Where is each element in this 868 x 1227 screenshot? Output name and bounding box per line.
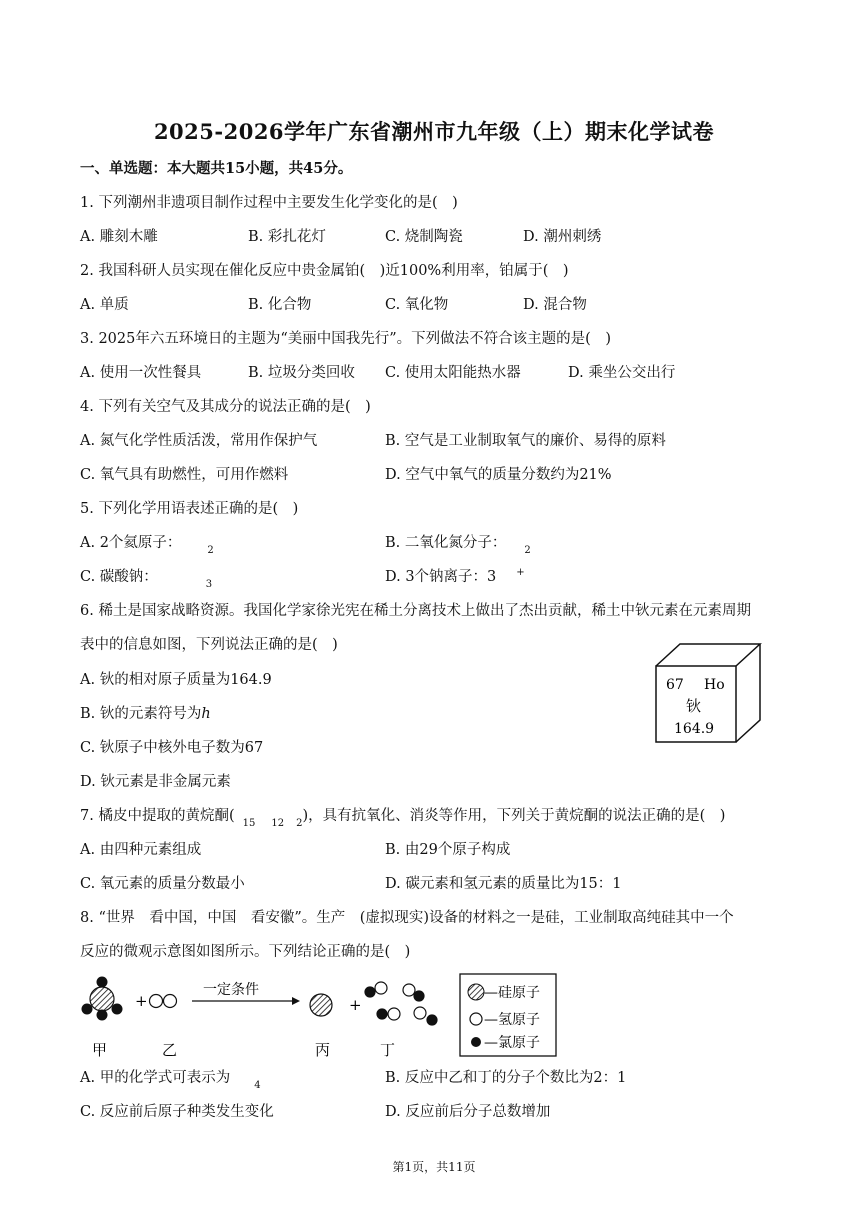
q1-option-b[interactable]: B. 彩扎花灯 bbox=[248, 229, 326, 245]
chlorine-atom bbox=[427, 1015, 437, 1025]
cube-element-symbol: Ho bbox=[704, 677, 725, 693]
q8-option-a-subscript: 4 bbox=[254, 1080, 261, 1091]
hydrogen-atom bbox=[164, 995, 177, 1008]
q8-option-b[interactable]: B. 反应中乙和丁的分子个数比为2：1 bbox=[385, 1070, 627, 1086]
reaction-condition: 一定条件 bbox=[203, 982, 259, 998]
q5-option-d-text: D. 3个钠离子：3 bbox=[385, 569, 497, 585]
q3-stem: 3. 2025年六五环境日的主题为“美丽中国我先行”。下列做法不符合该主题的是( ) bbox=[80, 331, 611, 347]
q4-option-d[interactable]: D. 空气中氧气的质量分数约为21% bbox=[385, 467, 612, 483]
hydrogen-atom bbox=[388, 1008, 400, 1020]
q7-option-a[interactable]: A. 由四种元素组成 bbox=[80, 842, 202, 858]
exam-title: 2025-2026学年广东省潮州市九年级（上）期末化学试卷 bbox=[153, 119, 715, 144]
cube-element-name: 钬 bbox=[686, 697, 702, 715]
hydrogen-atom bbox=[150, 995, 163, 1008]
q2-option-a[interactable]: A. 单质 bbox=[80, 297, 129, 313]
q6-option-a[interactable]: A. 钬的相对原子质量为164.9 bbox=[80, 672, 272, 688]
plus-sign: + bbox=[349, 996, 362, 1014]
cube-atomic-mass: 164.9 bbox=[674, 721, 715, 737]
q6-option-b-symbol: h bbox=[201, 706, 211, 722]
q7-subscript-h: 12 bbox=[271, 818, 285, 829]
q4-option-c[interactable]: C. 氧气具有助燃性，可用作燃料 bbox=[80, 467, 289, 483]
chlorine-atom bbox=[112, 1004, 123, 1015]
q2-stem: 2. 我国科研人员实现在催化反应中贵金属铂( )近100%利用率，铂属于( ) bbox=[80, 263, 569, 279]
q1-option-a[interactable]: A. 雕刻木雕 bbox=[80, 229, 158, 245]
q5-option-a-text: A. 2个氦原子： bbox=[80, 535, 182, 551]
page-footer: 第1页，共11页 bbox=[392, 1160, 476, 1174]
reactant-yi-molecule bbox=[150, 995, 177, 1008]
q6-stem-line2: 表中的信息如图，下列说法正确的是( ) bbox=[80, 637, 338, 653]
legend-chlorine: —氯原子 bbox=[484, 1035, 540, 1051]
q6-option-b-text: B. 钬的元素符号为 bbox=[80, 706, 202, 722]
q8-option-d[interactable]: D. 反应前后分子总数增加 bbox=[385, 1104, 551, 1120]
q1-option-c[interactable]: C. 烧制陶瓷 bbox=[385, 229, 463, 245]
q5-option-b-subscript: 2 bbox=[524, 545, 531, 556]
q8-stem-line2: 反应的微观示意图如图所示。下列结论正确的是( ) bbox=[80, 944, 411, 960]
reaction-diagram bbox=[70, 970, 570, 1062]
q6-option-c[interactable]: C. 钬原子中核外电子数为67 bbox=[80, 740, 264, 756]
legend-silicon-icon bbox=[468, 984, 484, 1000]
chlorine-atom bbox=[97, 977, 108, 988]
q5-option-a-subscript: 2 bbox=[207, 545, 214, 556]
plus-sign: + bbox=[135, 992, 148, 1010]
q5-option-b[interactable] bbox=[385, 533, 531, 555]
q5-option-c-text: C. 碳酸钠： bbox=[80, 569, 158, 585]
q3-option-a[interactable]: A. 使用一次性餐具 bbox=[80, 365, 202, 381]
chlorine-atom bbox=[365, 987, 375, 997]
arrow-head bbox=[292, 997, 300, 1005]
cube-side-face bbox=[736, 644, 760, 742]
q7-option-c[interactable]: C. 氧元素的质量分数最小 bbox=[80, 876, 245, 892]
label-jia: 甲 bbox=[92, 1041, 108, 1059]
q7-stem bbox=[80, 806, 725, 828]
product-ding-molecules bbox=[365, 982, 437, 1025]
chlorine-atom bbox=[97, 1010, 108, 1021]
q7-option-d[interactable]: D. 碳元素和氢元素的质量比为15：1 bbox=[385, 876, 622, 892]
q5-option-d-superscript: + bbox=[516, 567, 525, 578]
q2-option-d[interactable]: D. 混合物 bbox=[523, 297, 587, 313]
reactant-jia-molecule bbox=[82, 977, 123, 1021]
section-heading: 一、单选题：本大题共15小题，共45分。 bbox=[80, 160, 353, 177]
q7-option-b[interactable]: B. 由29个原子构成 bbox=[385, 842, 511, 858]
legend-silicon: —硅原子 bbox=[484, 985, 540, 1001]
q3-option-b[interactable]: B. 垃圾分类回收 bbox=[248, 365, 355, 381]
hydrogen-atom bbox=[414, 1007, 426, 1019]
q5-option-a[interactable] bbox=[80, 533, 214, 555]
legend-hydrogen-icon bbox=[470, 1013, 482, 1025]
q2-option-b[interactable]: B. 化合物 bbox=[248, 297, 312, 313]
q2-option-c[interactable]: C. 氧化物 bbox=[385, 297, 449, 313]
element-cube-figure bbox=[650, 642, 770, 748]
q5-option-d[interactable] bbox=[385, 567, 525, 589]
q8-option-a-text: A. 甲的化学式可表示为 bbox=[80, 1070, 231, 1086]
q1-stem: 1. 下列潮州非遗项目制作过程中主要发生化学变化的是( ) bbox=[80, 195, 458, 211]
label-ding: 丁 bbox=[380, 1041, 396, 1059]
q5-option-c-subscript: 3 bbox=[205, 579, 213, 590]
cube-atomic-number: 67 bbox=[666, 677, 684, 693]
q3-option-c[interactable]: C. 使用太阳能热水器 bbox=[385, 365, 521, 381]
q5-option-b-text: B. 二氧化氮分子： bbox=[385, 535, 507, 551]
q8-stem-line1: 8. “世界 看中国，中国 看安徽”。生产 (虚拟现实)设备的材料之一是硅，工业制取高纯硅其中一个 bbox=[80, 910, 734, 926]
q4-stem: 4. 下列有关空气及其成分的说法正确的是( ) bbox=[80, 399, 371, 415]
product-bing-silicon bbox=[310, 994, 332, 1016]
q8-option-c[interactable]: C. 反应前后原子种类发生变化 bbox=[80, 1104, 274, 1120]
hydrogen-atom bbox=[403, 984, 415, 996]
q1-option-d[interactable]: D. 潮州刺绣 bbox=[523, 229, 602, 245]
label-yi: 乙 bbox=[162, 1041, 178, 1059]
chlorine-atom bbox=[377, 1009, 387, 1019]
q4-option-a[interactable]: A. 氮气化学性质活泼，常用作保护气 bbox=[80, 433, 318, 449]
chlorine-atom bbox=[414, 991, 424, 1001]
q7-stem-end: )，具有抗氧化、消炎等作用，下列关于黄烷酮的说法正确的是( ) bbox=[302, 808, 726, 824]
silicon-atom bbox=[90, 987, 114, 1011]
q6-option-b[interactable] bbox=[80, 704, 211, 724]
q7-stem-start: 7. 橘皮中提取的黄烷酮( bbox=[80, 808, 235, 824]
q6-stem-line1: 6. 稀土是国家战略资源。我国化学家徐光宪在稀土分离技术上做出了杰出贡献，稀土中钬元素在元素周期 bbox=[80, 603, 751, 619]
legend-chlorine-icon bbox=[471, 1037, 481, 1047]
q7-subscript-o: 2 bbox=[296, 818, 303, 829]
q5-option-c[interactable] bbox=[80, 567, 212, 589]
hydrogen-atom bbox=[375, 982, 387, 994]
q8-option-a[interactable] bbox=[80, 1068, 261, 1090]
q6-option-d[interactable]: D. 钬元素是非金属元素 bbox=[80, 774, 231, 790]
label-bing: 丙 bbox=[315, 1041, 331, 1059]
q7-subscript-c: 15 bbox=[242, 818, 256, 829]
q4-option-b[interactable]: B. 空气是工业制取氧气的廉价、易得的原料 bbox=[385, 433, 666, 449]
chlorine-atom bbox=[82, 1004, 93, 1015]
q5-stem: 5. 下列化学用语表述正确的是( ) bbox=[80, 501, 299, 517]
q3-option-d[interactable]: D. 乘坐公交出行 bbox=[568, 365, 676, 381]
cube-top-face bbox=[656, 644, 760, 666]
legend-hydrogen: —氢原子 bbox=[484, 1012, 540, 1028]
